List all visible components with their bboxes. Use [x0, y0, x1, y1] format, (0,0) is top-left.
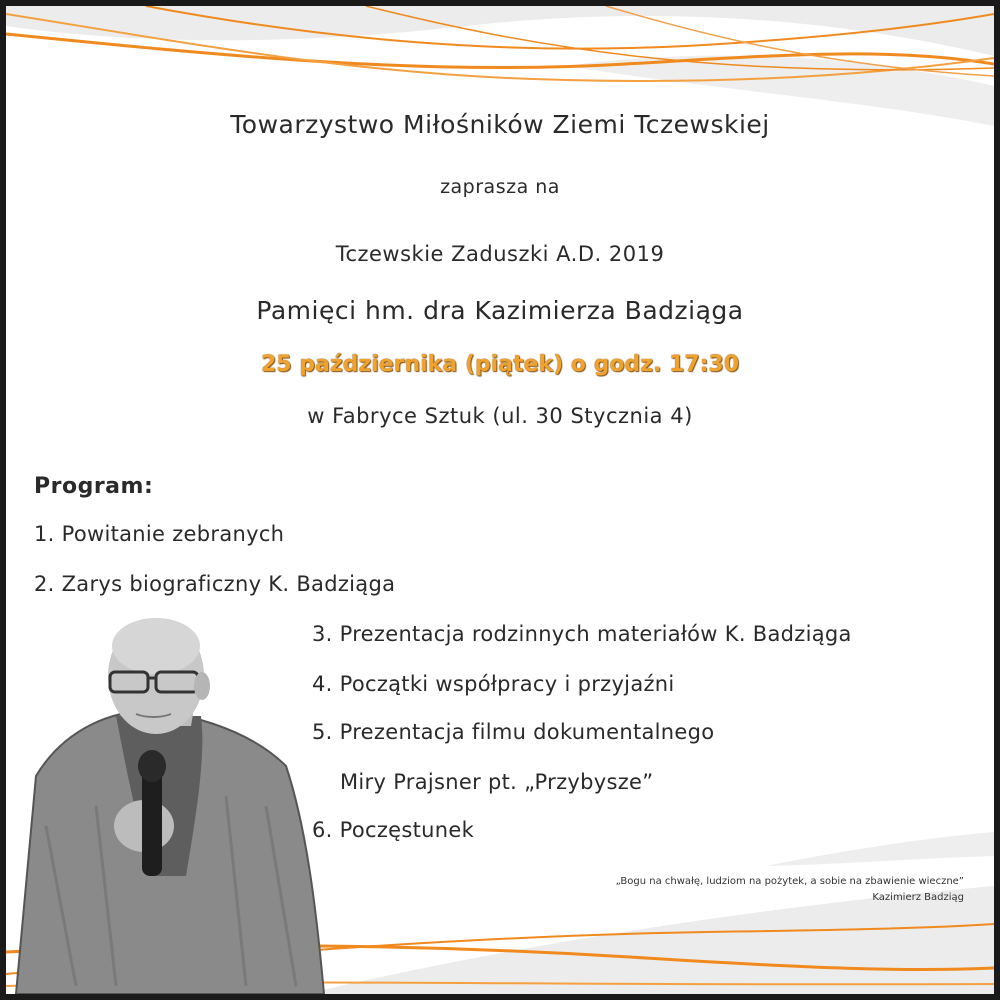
- program-item-6: 6. Poczęstunek: [312, 818, 475, 842]
- program-item-2: 2. Zarys biograficzny K. Badziąga: [34, 572, 396, 596]
- program-item-1: 1. Powitanie zebranych: [34, 522, 285, 546]
- event-title: Tczewskie Zaduszki A.D. 2019: [335, 242, 665, 266]
- bottom-grey-wave-2: [766, 832, 994, 866]
- organization-name: Towarzystwo Miłośników Ziemi Tczewskiej: [230, 110, 770, 139]
- invitation-poster: [6, 6, 994, 994]
- program-item-5-continued: Miry Prajsner pt. „Przybysze”: [340, 770, 654, 794]
- portrait-photo: [6, 606, 336, 994]
- memorial-title: Pamięci hm. dra Kazimierza Badziąga: [256, 296, 744, 325]
- quote-author: Kazimierz Badziąg: [872, 892, 964, 903]
- program-heading: Program:: [34, 474, 154, 499]
- program-item-3: 3. Prezentacja rodzinnych materiałów K. Badziąga: [312, 622, 852, 646]
- program-item-5: 5. Prezentacja filmu dokumentalnego: [312, 720, 715, 744]
- quote-text: „Bogu na chwałę, ludziom na pożytek, a sobie na zbawienie wieczne”: [615, 876, 964, 887]
- event-location: w Fabryce Sztuk (ul. 30 Stycznia 4): [307, 404, 693, 428]
- event-datetime: 25 października (piątek) o godz. 17:30: [260, 352, 740, 377]
- invitation-text: zaprasza na: [440, 176, 560, 198]
- program-item-4: 4. Początki współpracy i przyjaźni: [312, 672, 675, 696]
- quote-block: [616, 874, 964, 906]
